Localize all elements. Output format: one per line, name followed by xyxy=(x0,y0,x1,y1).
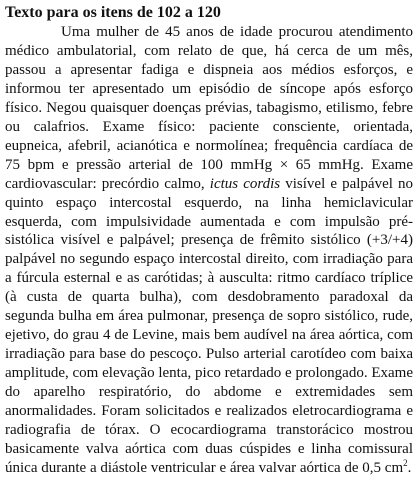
section-heading: Texto para os itens de 102 a 120 xyxy=(5,4,221,21)
passage-italic-term: ictus cordis xyxy=(209,175,281,192)
passage-superscript: 2 xyxy=(403,457,408,468)
passage-text-end: . xyxy=(407,459,412,476)
document-page xyxy=(5,4,413,478)
passage-text-part1: Uma mulher de 45 anos de idade procurou atendimento médico ambulatorial, com relato de que, há cerca de um mês, passou a apresentar fadiga e dispneia aos médios esforços, e informou ter apresentado um episódio de síncope após esforço físico. Negou quaisquer doenças prévias, tabagismo, etilismo, febre ou calafrios. Exame físico: paciente consciente, orientada, eupneica, afebril, acianótica e normolínea; frequência cardíaca de 75 bpm e pressão arterial de 100 mmHg × 65 mmHg. Exame cardiovascular: precórdio calmo, xyxy=(5,24,413,192)
passage-text-part2: visível e palpável no quinto espaço intercostal esquerdo, na linha hemiclavicular esquerda, com impulsividade aumentada e com impulsão pré-sistólica visível e palpável; presença de frêmito sistólico (+3/+4) palpável no segundo espaço intercostal direito, com irradiação para a fúrcula esternal e as carótidas; à ausculta: ritmo cardíaco tríplice (à custa de quarta bulha), com desdobramento paradoxal da segunda bulha em área pulmonar, presença de sopro sistólico, rude, ejetivo, do grau 4 de Levine, mais bem audível na área aórtica, com irradiação para base do pescoço. Pulso arterial carotídeo com baixa amplitude, com elevação lenta, pico retardado e prolongado. Exame do aparelho respiratório, do abdome e extremidades sem anormalidades. Foram solicitados e realizados eletrocardiograma e radiografia de tórax. O ecocardiograma transtorácico mostrou basicamente valva aórtica com duas cúspides e linha comissural única durante a diástole ventricular e área valvar aórtica de 0,5 cm xyxy=(5,175,413,476)
case-passage xyxy=(5,23,413,478)
